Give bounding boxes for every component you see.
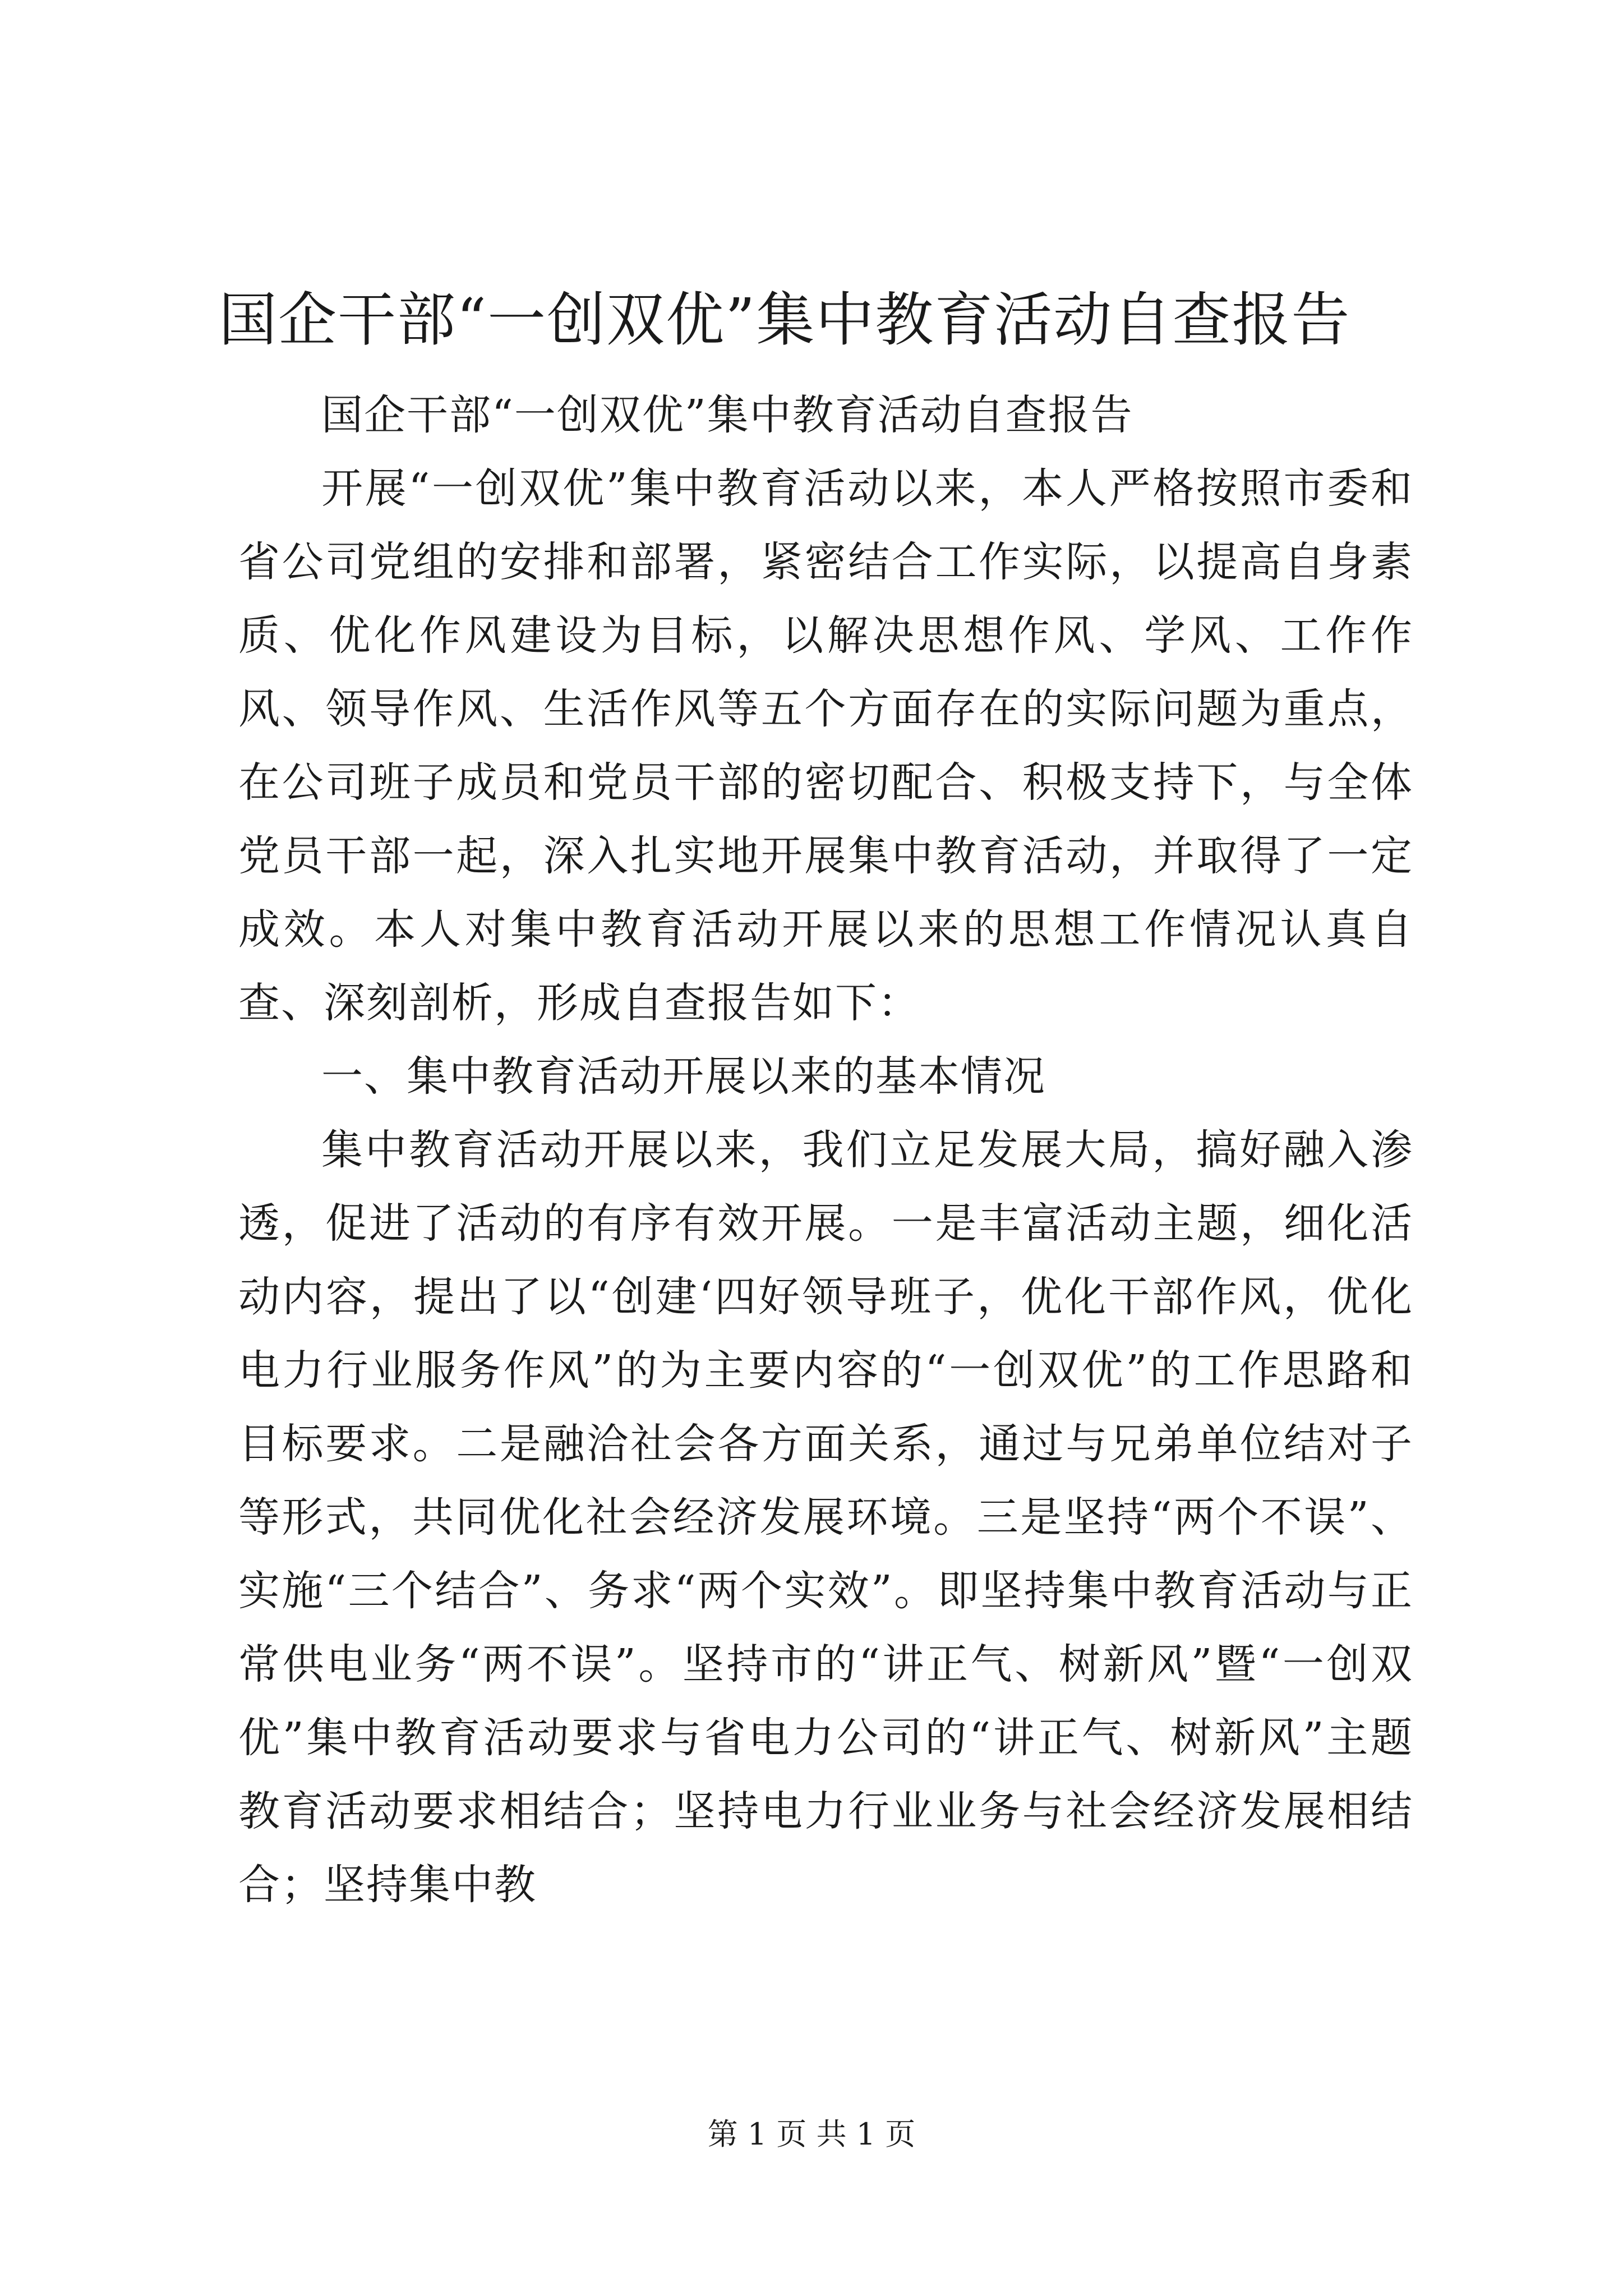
document-title: 国企干部“一创双优”集中教育活动自查报告 [219,286,1351,354]
section-heading: 一、集中教育活动开展以来的基本情况 [321,1052,1046,1101]
document-body [238,379,1413,1922]
body-paragraph-subtitle: 国企干部“一创双优”集中教育活动自查报告 [321,391,1133,439]
page-footer: 第 1 页 共 1 页 [707,2116,916,2152]
body-paragraph-intro: 开展“一创双优”集中教育活动以来，本人严格按照市委和省公司党组的安排和部署，紧密结合工作实际，以提高自身素质、优化作风建设为目标，以解决思想作风、学风、工作作风、领导作风、生活作风等五个方面存在的实际问题为重点，在公司班子成员和党员干部的密切配合、积极支持下，与全体党员干部一起，深入扎实地开展集中教育活动，并取得了一定成效。本人对集中教育活动开展以来的思想工作情况认真自查、深刻剖析，形成自查报告如下： [238,464,1413,1027]
body-paragraph-situation: 集中教育活动开展以来，我们立足发展大局，搞好融入渗透，促进了活动的有序有效开展。一是丰富活动主题，细化活动内容，提出了以“创建‘四好领导班子，优化干部作风，优化电力行业服务作风”的为主要内容的“一创双优”的工作思路和目标要求。二是融洽社会各方面关系，通过与兄弟单位结对子等形式，共同优化社会经济发展环境。三是坚持“两个不误”、实施“三个结合”、务求“两个实效”。即坚持集中教育活动与正常供电业务“两不误”。坚持市的“讲正气、树新风”暨“一创双优”集中教育活动要求与省电力公司的“讲正气、树新风”主题教育活动要求相结合；坚持电力行业业务与社会经济发展相结合；坚持集中教 [238,1126,1413,1909]
